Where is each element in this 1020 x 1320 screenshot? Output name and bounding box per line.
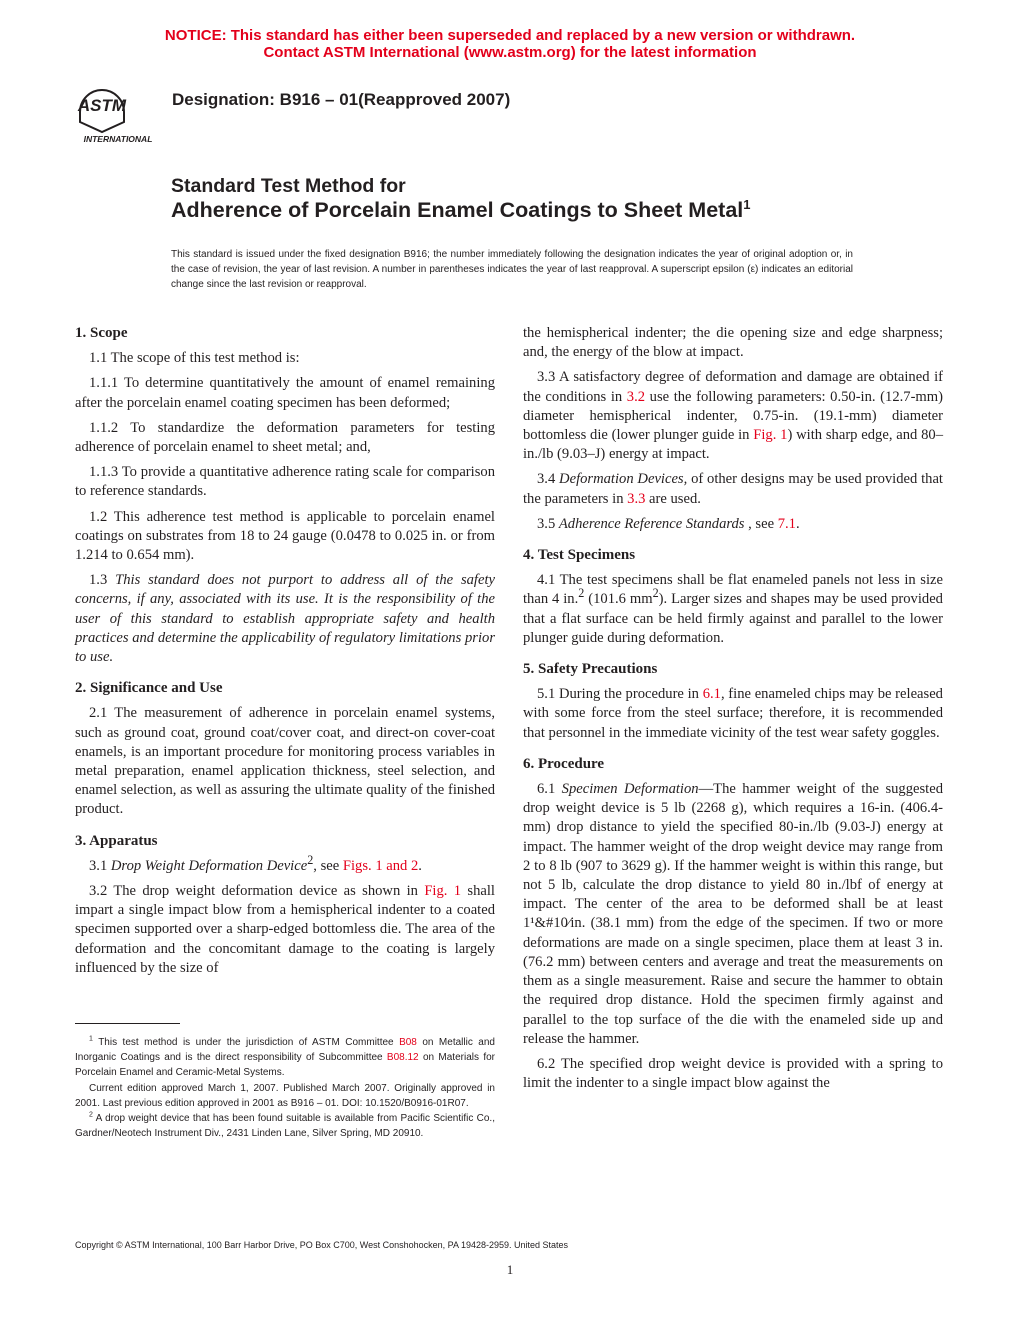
link-b08-12[interactable]: B08.12 [386, 1052, 419, 1064]
footnotes [75, 1035, 495, 1141]
para-4-1-c: ). Larger sizes and shapes may be used provided that a flat surface can be held firmly against and parallel to the lower plunger guide during deformation. [523, 591, 943, 646]
section-2-heading: 2. Significance and Use [75, 680, 223, 697]
footnote-1-edition: Current edition approved March 1, 2007. Published March 2007. Originally approved in 2001. Last previous edition approved in 2001 as B916 – 01. DOI: 10.1520/B0916-01R07. [75, 1082, 495, 1109]
footnote-2-ref: 2 [307, 853, 314, 868]
link-6-1[interactable]: 6.1 [702, 686, 721, 703]
para-3-2 [75, 882, 495, 978]
astm-logo [72, 74, 162, 146]
footnote-1-b: on Metallic and Inorganic Coatings and is the direct responsibility of Subcommittee [75, 1037, 495, 1064]
footnote-1-mark: 1 [89, 1035, 93, 1043]
para-4-1 [523, 571, 943, 648]
para-4-1-sup1: 2 [578, 586, 585, 601]
link-7-1[interactable]: 7.1 [777, 515, 796, 532]
para-3-4 [523, 470, 943, 508]
para-3-3-a: 3.3 A satisfactory degree of deformation and damage are obtained if the conditions in [523, 369, 943, 405]
para-3-5-a: , see [744, 515, 778, 532]
para-1-1-3: 1.1.3 To provide a quantitative adherence rating scale for comparison to reference standards. [75, 464, 495, 500]
para-3-1-term: Drop Weight Deformation Device [110, 857, 308, 874]
footnote-1-a: This test method is under the jurisdiction of ASTM Committee [92, 1037, 400, 1048]
para-1-3-text: This standard does not purport to address all of the safety concerns, if any, associated with its use. It is the responsibility of the user of this standard to establish appropriate safety and health practices and determine the applicability of regulatory limitations prior to use. [75, 572, 495, 666]
para-3-4-term: Deformation Devices, [559, 471, 688, 488]
footnote-2-mark: 2 [89, 1111, 93, 1119]
para-3-5-term: Adherence Reference Standards [558, 515, 745, 532]
para-3-4-b: are used. [645, 490, 701, 507]
section-5-heading: 5. Safety Precautions [523, 661, 658, 678]
copyright: Copyright © ASTM International, 100 Barr Harbor Drive, PO Box C700, West Conshohocken, PA 19428-2959. United States [75, 1240, 569, 1250]
para-3-4-a: of other designs may be used provided that the parameters in [523, 471, 943, 507]
para-1-2: 1.2 This adherence test method is applicable to porcelain enamel coatings on substrates from 18 to 24 gauge (0.0478 to 0.025 in. or from 1.214 to 0.654 mm). [75, 508, 495, 564]
para-6-1 [523, 780, 943, 1049]
para-4-1-a: 4.1 The test specimens shall be flat enameled panels not less in size than 4 in. [523, 572, 943, 608]
para-3-1-num: 3.1 [89, 857, 111, 874]
para-3-2-a: 3.2 The drop weight deformation device as shown in [89, 883, 425, 900]
footnote-rule [75, 1023, 180, 1024]
footnote-2-text: A drop weight device that has been found suitable is available from Pacific Scientific Co., Gardner/Neotech Instrument Div., 2431 Linden Lane, Silver Spring, MD 20910. [75, 1113, 495, 1140]
para-3-3-c: ) with sharp edge, and 80–in./lb (9.03–J) energy at impact. [523, 427, 944, 463]
issuance-note: This standard is issued under the fixed designation B916; the number immediately following the designation indicates the year of original adoption or, in the case of revision, the year of last revision. A number in parentheses indicates the year of last reapproval. A superscript epsilon (ε) indicates an editorial change since the last revision or reapproval. [171, 249, 853, 290]
footnote-2 [75, 1111, 495, 1141]
link-3-2[interactable]: 3.2 [626, 388, 646, 405]
withdrawal-notice [0, 27, 1020, 61]
link-figs-1-2[interactable]: Figs. 1 and 2 [342, 857, 419, 874]
link-fig-1[interactable]: Fig. 1 [424, 883, 462, 900]
right-column [523, 324, 943, 1099]
para-3-5-b: . [795, 515, 800, 532]
para-6-1-num: 6.1 [537, 781, 562, 798]
para-2-1: 2.1 The measurement of adherence in porcelain enamel systems, such as ground coat, ground coat/cover coat, and direct-on cover-coat enamels, is an important procedure for monitoring process variables in metal preparation, enamel application thickness, steel selection, and enamel selection, as well as assuring the ultimate quality of the finished product. [75, 705, 495, 818]
para-3-2-continued: the hemispherical indenter; the die opening size and edge sharpness; and, the energy of the blow at impact. [523, 325, 943, 361]
para-5-1-b: , fine enameled chips may be released with some force from the steel surface; therefore, it is recommended that personnel in the immediate vicinity of the test wear safety goggles. [523, 686, 943, 741]
para-3-3 [523, 368, 943, 464]
para-3-4-num: 3.4 [537, 471, 560, 488]
para-3-1-mid: , see [313, 857, 343, 874]
astm-logo-mark [72, 74, 162, 146]
designation: Designation: B916 – 01(Reapproved 2007) [172, 90, 511, 109]
link-3-3[interactable]: 3.3 [627, 490, 646, 507]
para-6-2: 6.2 The specified drop weight device is provided with a spring to limit the indenter to a single impact blow against the [523, 1055, 943, 1092]
para-5-1-a: 5.1 During the procedure in [537, 686, 703, 703]
para-1-1: 1.1 The scope of this test method is: [89, 350, 300, 367]
para-1-3 [75, 571, 495, 667]
left-column [75, 324, 495, 984]
para-3-1 [75, 853, 495, 876]
para-3-5-num: 3.5 [537, 515, 559, 532]
logo-subtext: INTERNATIONAL [83, 134, 153, 144]
para-3-3-b: use the following parameters: 0.50-in. (12.7-mm) diameter hemispherical indenter, 0.75-in. (19.1-mm) diameter bottomless die (lower plunger guide in [523, 388, 943, 444]
link-fig-1-b[interactable]: Fig. 1 [753, 427, 788, 444]
para-1-3-num: 1.3 [89, 572, 116, 589]
section-3-heading: 3. Apparatus [75, 832, 158, 849]
section-6-heading: 6. Procedure [523, 755, 605, 772]
footnote-1-c: on Materials for Porcelain Enamel and Ceramic-Metal Systems. [75, 1052, 495, 1079]
page-number: 1 [506, 1262, 514, 1277]
para-3-1-end: . [418, 857, 422, 874]
para-5-1 [523, 685, 943, 743]
para-1-1-1: 1.1.1 To determine quantitatively the amount of enamel remaining after the porcelain enamel coating specimen has been deformed; [75, 375, 495, 411]
para-6-1-text: —The hammer weight of the suggested drop weight device is 5 lb (2268 g), which requires a 16-in. (406.4-mm) drop distance to yield the specified 80-in./lb (9.03-J) energy at impact. The hammer weight of the drop weight device may range from 2 to 8 lb (907 to 3629 g). If the hammer weight is within this range, but not 5 lb, calculate the drop distance to yield 80 in./lbf of energy at impact. The center of the area to be deformed shall be at least 1¹&#10⁄in. (38.1 mm) from the edge of the specimen. If two or more deformations are made on a single specimen, place them at least 3 in. (76.2 mm) between centers and average and treat the measurements on them as a single measurement. Raise and secure the hammer to obtain the required drop distance. Hold the specimen firmly against and parallel to the top surface of the die with the enameled side up and release the hammer. [523, 781, 943, 1047]
para-4-1-b: (101.6 mm [584, 591, 653, 608]
notice-line-1: NOTICE: This standard has either been superseded and replaced by a new version or withdrawn. [164, 27, 856, 44]
title-line-1: Standard Test Method for [171, 175, 406, 197]
link-b08[interactable]: B08 [399, 1037, 417, 1048]
para-6-1-term: Specimen Deformation [561, 781, 699, 798]
footnote-1 [75, 1035, 495, 1081]
para-3-2-b: shall impart a single impact blow from a hemispherical indenter to a coated specimen supported over a sharp-edged bottomless die. The area of the deformation and the concomitant damage to the coating is largely influenced by the size of [75, 883, 495, 976]
para-1-1-2: 1.1.2 To standardize the deformation parameters for testing adherence of porcelain enamel to sheet metal; and, [75, 419, 495, 456]
section-4-heading: 4. Test Specimens [523, 547, 636, 564]
para-4-1-sup2: 2 [652, 586, 659, 601]
notice-line-2: Contact ASTM International (www.astm.org) for the latest information [263, 44, 757, 61]
title-footnote-mark: 1 [743, 196, 751, 212]
section-1-heading: 1. Scope [75, 325, 128, 341]
title-line-2 [171, 198, 751, 223]
logo-letters: ASTM [77, 96, 127, 115]
title-main: Adherence of Porcelain Enamel Coatings to Sheet Metal [171, 198, 744, 222]
para-3-5 [523, 515, 943, 534]
